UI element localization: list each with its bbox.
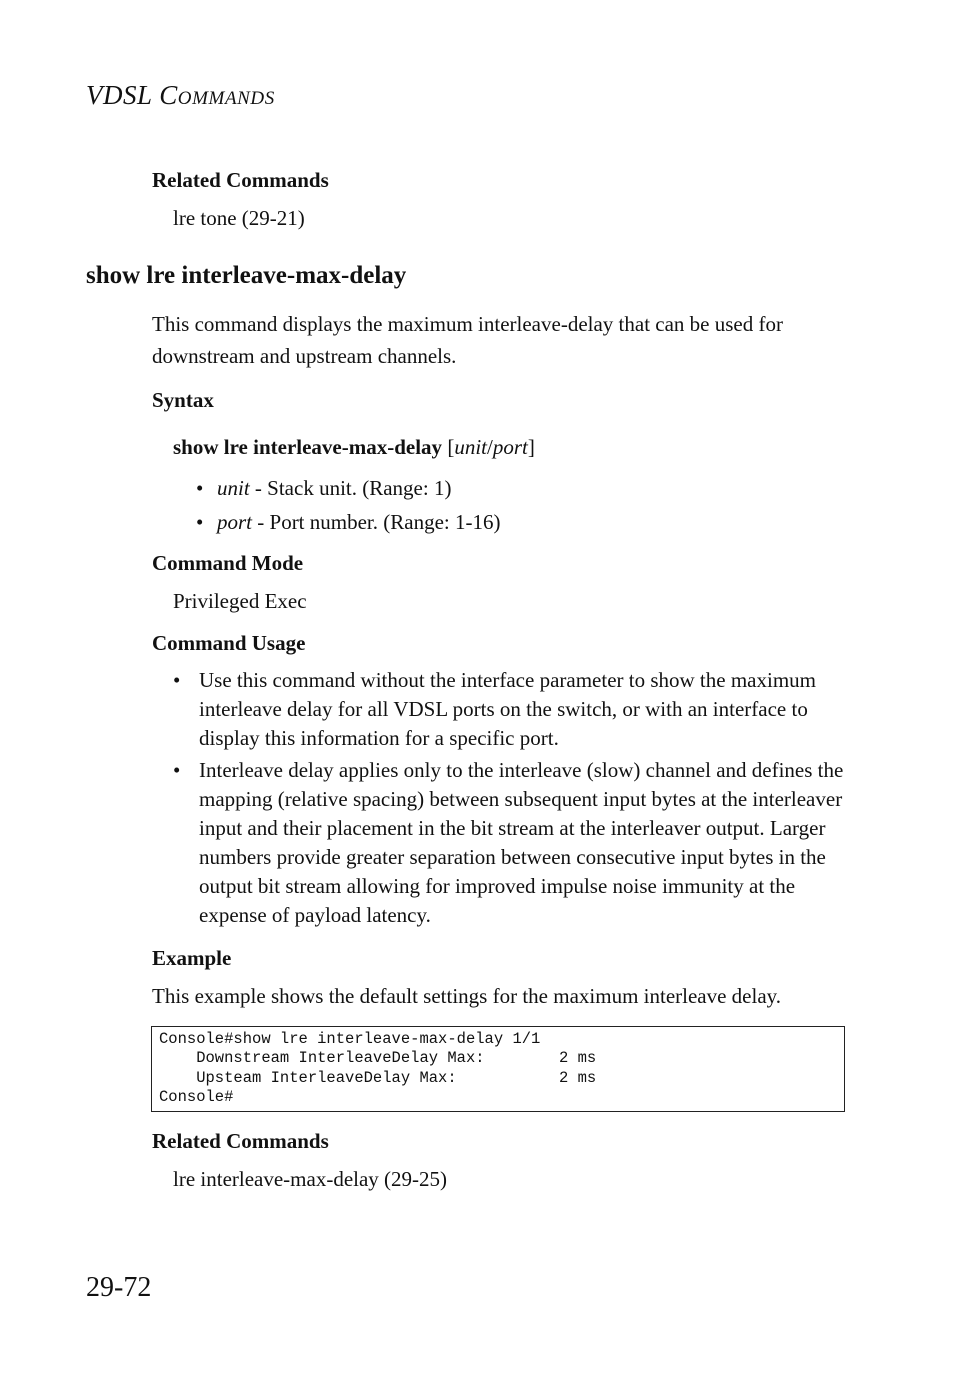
syntax-command: show lre interleave-max-delay xyxy=(173,435,443,459)
example-heading: Example xyxy=(152,946,232,970)
syntax-arg-unit: unit xyxy=(454,435,487,459)
command-usage-heading: Command Usage xyxy=(152,631,306,655)
param-desc: - Port number. (Range: 1-16) xyxy=(252,510,501,534)
syntax-heading: Syntax xyxy=(152,388,214,412)
param-name: port xyxy=(217,510,253,534)
chapter-title-initial: VDSL C xyxy=(86,80,178,110)
syntax-command-line: show lre interleave-max-delay [unit/port] xyxy=(173,435,535,459)
bullet-icon: • xyxy=(173,668,181,692)
bullet-icon: • xyxy=(196,476,204,500)
command-mode-heading: Command Mode xyxy=(152,551,304,575)
section-title: show lre interleave-max-delay xyxy=(86,262,407,289)
related-commands-heading: Related Commands xyxy=(152,168,329,192)
code-example: Console#show lre interleave-max-delay 1/1 Downstream InterleaveDelay Max: 2 ms Upsteam InterleaveDelay Max: 2 ms Console# xyxy=(151,1026,845,1112)
bullet-icon: • xyxy=(173,758,181,782)
related-command-link[interactable]: lre interleave-max-delay (29-25) xyxy=(173,1167,448,1191)
list-item: • Interleave delay applies only to the interleave (slow) channel and defines the mapping (relative spacing) between subsequent input bytes at the interleaver input and their placement in the bit stream at the interleaver output. Larger numbers provide greater separation between consecutive input bytes in the output bit stream allowing for improved impulse noise immunity at the expense of payload latency. xyxy=(173,758,844,927)
param-name: unit xyxy=(217,476,250,500)
syntax-params-list xyxy=(196,471,500,539)
command-mode-value: Privileged Exec xyxy=(173,589,307,613)
command-usage-list xyxy=(173,666,849,933)
chapter-title-rest: OMMANDS xyxy=(177,88,275,109)
related-commands-heading: Related Commands xyxy=(152,1129,329,1153)
section-description: This command displays the maximum interleave-delay that can be used for downstream and upstream channels. xyxy=(152,312,783,368)
list-item xyxy=(196,505,500,539)
list-item: • Use this command without the interface parameter to show the maximum interleave delay for all VDSL ports on the switch, or with an interface to display this information for a specific port. xyxy=(173,668,816,750)
example-description: This example shows the default settings for the maximum interleave delay. xyxy=(152,984,782,1008)
bullet-icon: • xyxy=(196,510,204,534)
related-command-link[interactable]: lre tone (29-21) xyxy=(173,206,305,230)
running-header xyxy=(86,80,275,111)
page-number: 29-72 xyxy=(86,1272,152,1303)
list-item xyxy=(196,471,500,505)
syntax-arg-port: port xyxy=(492,435,528,459)
param-desc: - Stack unit. (Range: 1) xyxy=(249,476,452,500)
